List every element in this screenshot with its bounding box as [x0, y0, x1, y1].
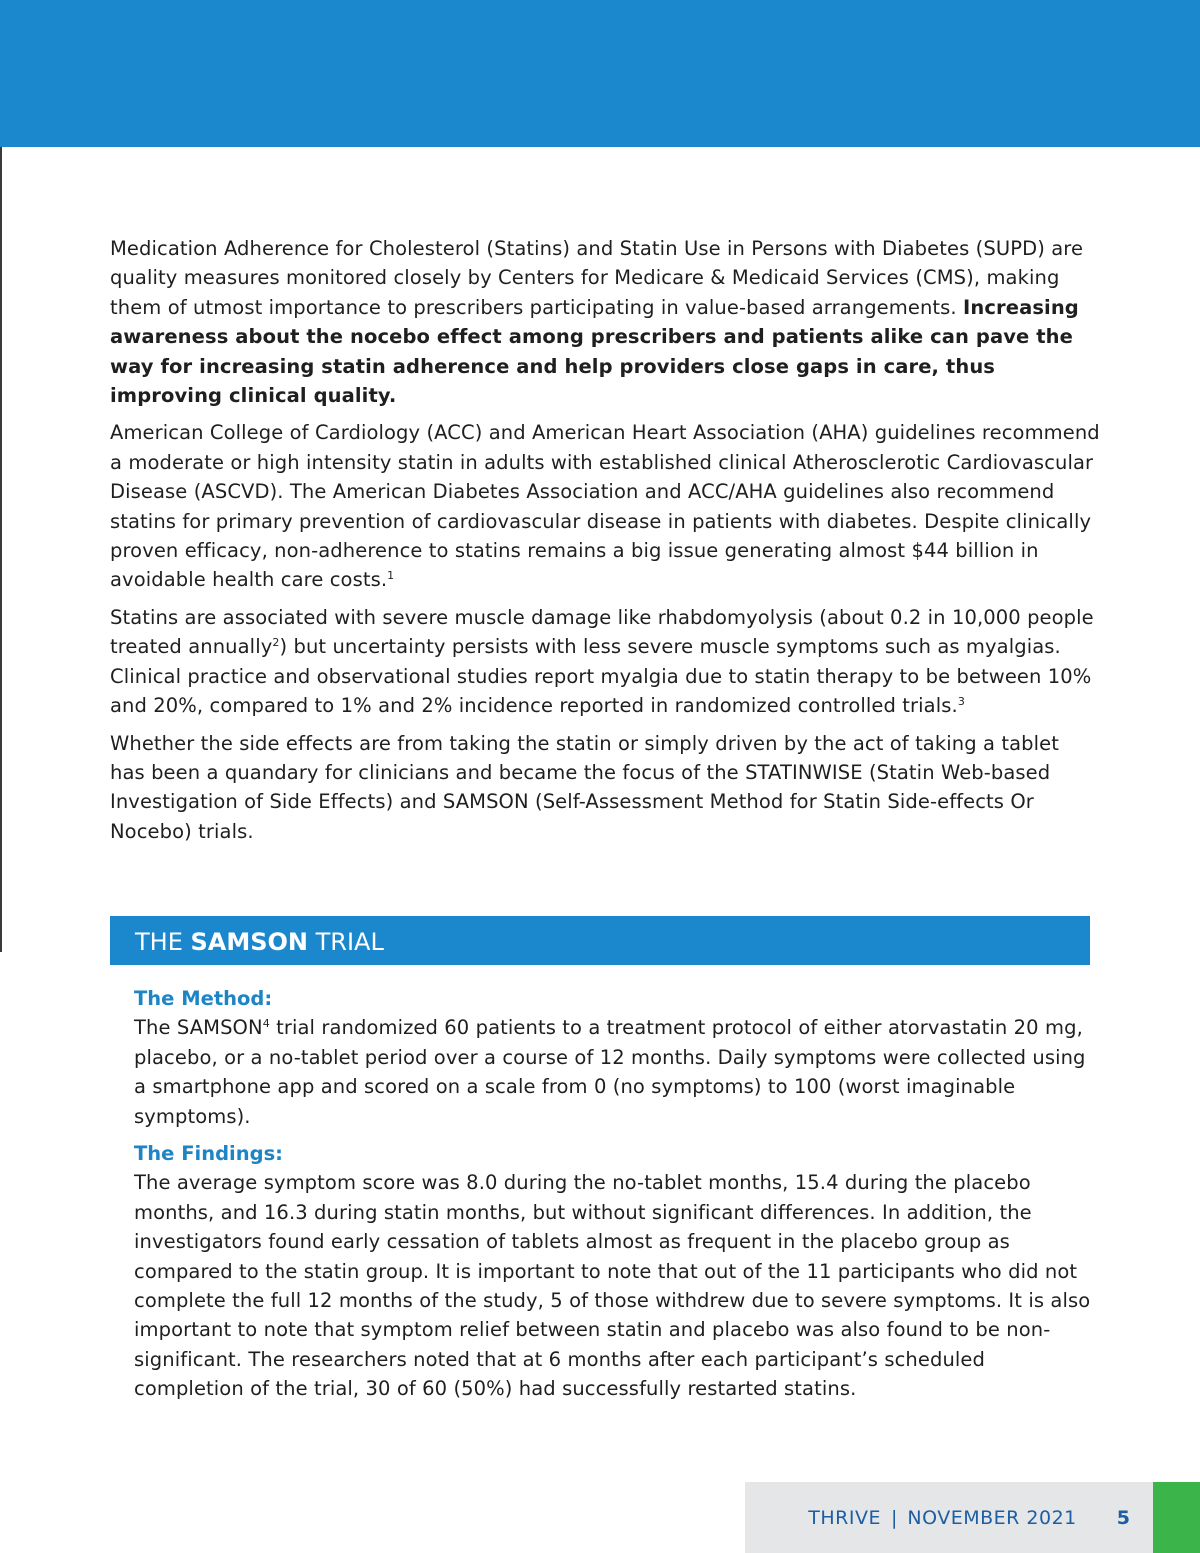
green-accent-tab	[1153, 1482, 1200, 1553]
findings-paragraph: The average symptom score was 8.0 during the no-tablet months, 15.4 during the placebo months, and 16.3 during statin months, but without significant differences. In addition, the investigators found early cessation of tablets almost as frequent in the placebo group as compared to the statin group. It is important to note that out of the 11 participants who did not complete the full 12 months of the study, 5 of those withdrew due to severe symptoms. It is also important to note that symptom relief between statin and placebo was also found to be non-significant. The researchers noted that at 6 months after each participant’s scheduled completion of the trial, 30 of 60 (50%) had successfully restarted statins.	[134, 1171, 1091, 1401]
samson-trial-header: THE SAMSON TRIAL	[110, 916, 1090, 965]
page-footer	[745, 1482, 1153, 1553]
samson-trial-body	[134, 984, 1094, 1412]
footnote-ref: 3	[957, 695, 965, 709]
findings-heading: The Findings:	[134, 1142, 283, 1166]
intro-section	[110, 234, 1100, 854]
page-number: 5	[1116, 1506, 1130, 1529]
intro-paragraph-1: Medication Adherence for Cholesterol (Statins) and Statin Use in Persons with Diabetes (SUPD) are quality measures monitored closely by Centers for Medicare & Medicaid Services (CMS), making them of utmost importance to prescribers participating in value-based arrangements. Increasing awareness about the nocebo effect among prescribers and patients alike can pave the way for increasing statin adherence and help providers close gaps in care, thus improving clinical quality.	[110, 237, 1084, 408]
footer-separator: |	[890, 1506, 898, 1529]
intro-bold-statement: Increasing awareness about the nocebo effect among prescribers and patients alike can pave the way for increasing statin adherence and help providers close gaps in care, thus improving clinical quality.	[110, 295, 1079, 408]
intro-paragraph-3: Statins are associated with severe muscle damage like rhabdomyolysis (about 0.2 in 10,000 people treated annually$^2$) but uncertainty persists with less severe muscle symptoms such as myalgias. Clinical practice and observational studies report myalgia due to statin therapy to be between 10% and 20%, compared to 1% and 2% incidence reported in randomized controlled trials.$^3$	[110, 605, 1094, 718]
top-banner	[0, 0, 1200, 147]
footnote-ref: 1	[387, 569, 395, 583]
publication-name: THRIVE	[808, 1506, 881, 1529]
footnote-ref: 2	[272, 636, 280, 650]
intro-paragraph-4: Whether the side effects are from taking the statin or simply driven by the act of taking a tablet has been a quandary for clinicians and became the focus of the STATINWISE (Statin Web-based Investigation of Side Effects) and SAMSON (Self-Assessment Method for Statin Side-effects Or Nocebo) trials.	[110, 731, 1059, 843]
method-heading: The Method:	[134, 987, 273, 1010]
footnote-ref: 4	[262, 1017, 270, 1031]
method-paragraph: The SAMSON$^4$ trial randomized 60 patients to a treatment protocol of either atorvastatin 20 mg, placebo, or a no-tablet period over a course of 12 months. Daily symptoms were collected using a smartphone app and scored on a scale from 0 (no symptoms) to 100 (worst imaginable symptoms).	[134, 1016, 1086, 1128]
intro-paragraph-2: American College of Cardiology (ACC) and American Heart Association (AHA) guidelines recommend a moderate or high intensity statin in adults with established clinical Atherosclerotic Cardiovascular Disease (ASCVD). The American Diabetes Association and ACC/AHA guidelines also recommend statins for primary prevention of cardiovascular disease in patients with diabetes. Despite clinically proven efficacy, non-adherence to statins remains a big issue generating almost $44 billion in avoidable health care costs.$^1$	[110, 421, 1100, 592]
left-margin-rule	[0, 147, 2, 952]
issue-date: NOVEMBER 2021	[907, 1506, 1077, 1529]
